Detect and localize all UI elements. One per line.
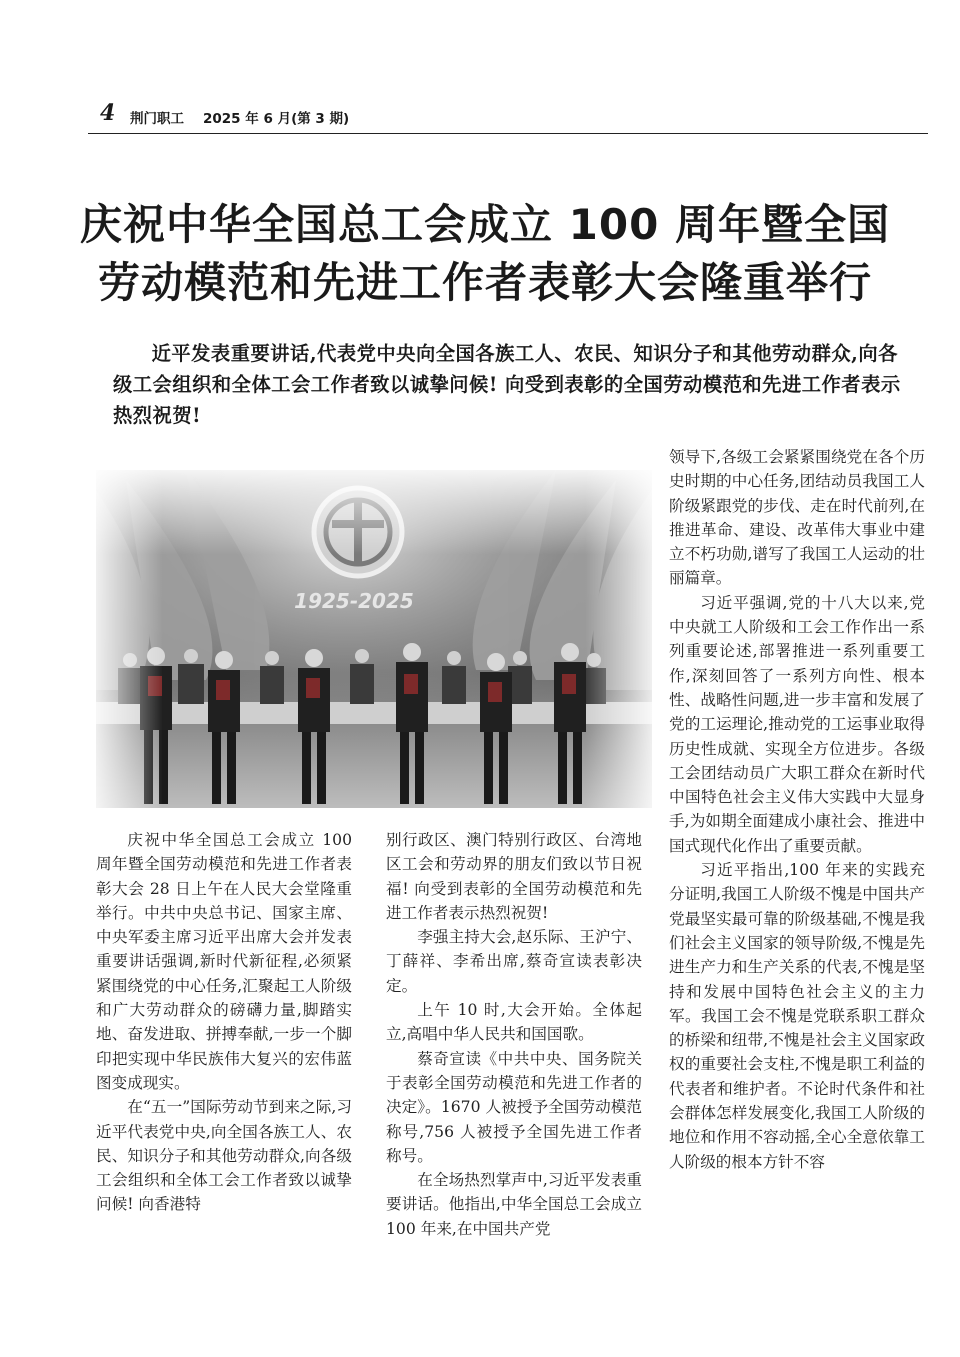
paragraph: 习近平指出,100 年来的实践充分证明,我国工人阶级不愧是中国共产党最坚实最可靠的阶级基础,不愧是我们社会主义国家的领导阶级,不愧是先进生产力和生产关系的代表,不愧是坚持和发展中国特色社会主义的主力军。我国工会不愧是党联系职工群众的桥梁和纽带,不愧是社会主义国家政权的重要社会支柱,不愧是职工利益的代表者和维护者。不论时代条件和社会群体怎样发展变化,我国工人阶级的地位和作用不容动摇,全心全意依靠工人阶级的根本方针不容 [669, 861, 925, 1171]
article-title [60, 196, 910, 312]
page-header [88, 100, 928, 134]
paragraph: 李强主持大会,赵乐际、王沪宁、丁薛祥、李希出席,蔡奇宣读表彰决定。 [386, 928, 642, 995]
title-line-1: 庆祝中华全国总工会成立 100 周年暨全国 [80, 200, 890, 249]
ceremony-photo-illustration [96, 470, 652, 808]
paragraph: 别行政区、澳门特别行政区、台湾地区工会和劳动界的朋友们致以节日祝福! 向受到表彰的全国劳动模范和先进工作者表示热烈祝贺! [386, 831, 642, 922]
text-column-3 [669, 445, 925, 1174]
paragraph: 在“五一”国际劳动节到来之际,习近平代表党中央,向全国各族工人、农民、知识分子和其他劳动群众,向各级工会组织和全体工会工作者致以诚挚问候! 向香港特 [96, 1098, 352, 1214]
paragraph: 庆祝中华全国总工会成立 100 周年暨全国劳动模范和先进工作者表彰大会 28 日上午在人民大会堂隆重举行。中共中央总书记、国家主席、中央军委主席习近平出席大会并发表重要讲话强调,新时代新征程,必须紧紧围绕党的中心任务,汇聚起工人阶级和广大劳动群众的磅礴力量,脚踏实地、奋发进取、拼搏奉献,一步一个脚印把实现中华民族伟大复兴的宏伟蓝图变成现实。 [96, 831, 352, 1092]
paragraph: 蔡奇宣读《中共中央、国务院关于表彰全国劳动模范和先进工作者的决定》。1670 人被授予全国劳动模范称号,756 人被授予全国先进工作者称号。 [386, 1049, 642, 1165]
paragraph: 习近平强调,党的十八大以来,党中央就工人阶级和工会工作作出一系列重要论述,部署推进一系列重要工作,深刻回答了一系列方向性、根本性、战略性问题,进一步丰富和发展了党的工运理论,推动党的工运事业取得历史性成就、实现全方位进步。各级工会团结动员广大职工群众在新时代中国特色社会主义伟大实践中大显身手,为如期全面建成小康社会、推进中国式现代化作出了重要贡献。 [669, 593, 925, 855]
text-column-2 [386, 828, 642, 1241]
ceremony-photo [96, 470, 652, 808]
page-number: 4 [100, 100, 116, 126]
paragraph: 领导下,各级工会紧紧围绕党在各个历史时期的中心任务,团结动员我国工人阶级紧跟党的步伐、走在时代前列,在推进革命、建设、改革伟大事业中建立不朽功勋,谱写了我国工人运动的壮丽篇章。 [669, 448, 925, 588]
header-rule [88, 133, 928, 134]
title-line-2: 劳动模范和先进工作者表彰大会隆重举行 [97, 258, 872, 307]
issue-date: 2025 年 6 月(第 3 期) [203, 111, 350, 127]
publication-name: 荆门职工 [130, 111, 184, 127]
lead-paragraph: 近平发表重要讲话,代表党中央向全国各族工人、农民、知识分子和其他劳动群众,向各级工会组织和全体工会工作者致以诚挚问候! 向受到表彰的全国劳动模范和先进工作者表示热烈祝贺! [113, 342, 901, 427]
paragraph: 在全场热烈掌声中,习近平发表重要讲话。他指出,中华全国总工会成立 100 年来,在中国共产党 [386, 1171, 642, 1238]
text-column-1 [96, 828, 352, 1217]
paragraph: 上午 10 时,大会开始。全体起立,高唱中华人民共和国国歌。 [386, 1001, 642, 1044]
